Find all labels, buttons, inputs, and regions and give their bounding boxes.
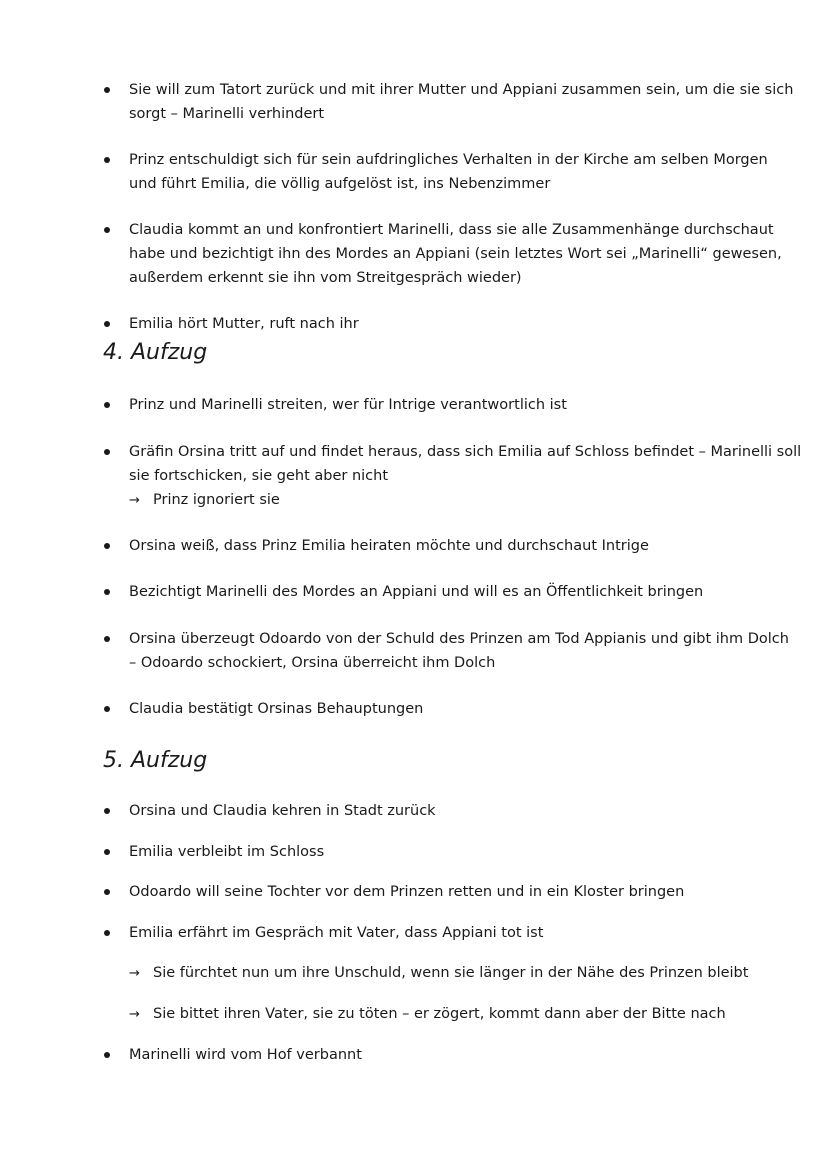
bullet-dot xyxy=(104,808,110,814)
list-item-text: Emilia erfährt im Gespräch mit Vater, dass Appiani tot ist xyxy=(129,925,544,941)
arrow-note-text: Sie bittet ihren Vater, sie zu töten – er zögert, kommt dann aber der Bitte nach xyxy=(153,1006,726,1022)
list-item-text: Odoardo will seine Tochter vor dem Prinzen retten und in ein Kloster bringen xyxy=(129,884,685,900)
bullet-dot xyxy=(104,449,110,455)
bullet-dot xyxy=(104,402,110,408)
bullet-dot xyxy=(104,889,110,895)
list-item-text: Orsina überzeugt Odoardo von der Schuld des Prinzen am Tod Appianis und gibt ihm Dolch xyxy=(129,631,789,647)
list-item-text: habe und bezichtigt ihn des Mordes an Appiani (sein letztes Wort sei „Marinelli“ gewesen, xyxy=(129,246,782,262)
list-item-text: und führt Emilia, die völlig aufgelöst ist, ins Nebenzimmer xyxy=(129,176,551,192)
bullet-dot xyxy=(104,87,110,93)
bullet-dot xyxy=(104,589,110,595)
list-item-text: Prinz entschuldigt sich für sein aufdringliches Verhalten in der Kirche am selben Morgen xyxy=(129,152,768,168)
bullet-dot xyxy=(104,1052,110,1058)
list-item-text: Sie will zum Tatort zurück und mit ihrer Mutter und Appiani zusammen sein, um die sie sich xyxy=(129,82,794,98)
list-item-text: Emilia hört Mutter, ruft nach ihr xyxy=(129,316,359,332)
arrow-note xyxy=(129,961,748,986)
arrow-note xyxy=(129,488,280,513)
list-item-text: Emilia verbleibt im Schloss xyxy=(129,844,325,860)
arrow-right-icon: → xyxy=(129,1007,140,1022)
bullet-dot xyxy=(104,227,110,233)
arrow-note xyxy=(129,1002,726,1027)
section-heading-act4: 4. Aufzug xyxy=(103,340,208,365)
arrow-note-text: Sie fürchtet nun um ihre Unschuld, wenn sie länger in der Nähe des Prinzen bleibt xyxy=(153,965,749,981)
list-item-text: Orsina und Claudia kehren in Stadt zurück xyxy=(129,803,436,819)
list-item-text: sorgt – Marinelli verhindert xyxy=(129,106,325,122)
bullet-dot xyxy=(104,849,110,855)
list-item-text: sie fortschicken, sie geht aber nicht xyxy=(129,468,389,484)
section-heading-act5: 5. Aufzug xyxy=(103,748,208,773)
list-item-text: Orsina weiß, dass Prinz Emilia heiraten möchte und durchschaut Intrige xyxy=(129,538,649,554)
arrow-right-icon: → xyxy=(129,493,140,508)
bullet-dot xyxy=(104,157,110,163)
bullet-dot xyxy=(104,930,110,936)
arrow-right-icon: → xyxy=(129,966,140,981)
list-item-text: Gräfin Orsina tritt auf und findet heraus, dass sich Emilia auf Schloss befindet – Marinelli soll xyxy=(129,444,802,460)
list-item-text: – Odoardo schockiert, Orsina überreicht ihm Dolch xyxy=(129,655,496,671)
bullet-dot xyxy=(104,543,110,549)
list-item-text: Prinz und Marinelli streiten, wer für Intrige verantwortlich ist xyxy=(129,397,567,413)
bullet-dot xyxy=(104,636,110,642)
arrow-note-text: Prinz ignoriert sie xyxy=(153,492,280,508)
list-item-text: Marinelli wird vom Hof verbannt xyxy=(129,1047,362,1063)
list-item-text: außerdem erkennt sie ihn vom Streitgespräch wieder) xyxy=(129,270,522,286)
list-item-text: Claudia kommt an und konfrontiert Marinelli, dass sie alle Zusammenhänge durchschaut xyxy=(129,222,774,238)
bullet-dot xyxy=(104,321,110,327)
list-item-text: Bezichtigt Marinelli des Mordes an Appiani und will es an Öffentlichkeit bringen xyxy=(129,584,704,600)
list-item-text: Claudia bestätigt Orsinas Behauptungen xyxy=(129,701,424,717)
bullet-dot xyxy=(104,706,110,712)
